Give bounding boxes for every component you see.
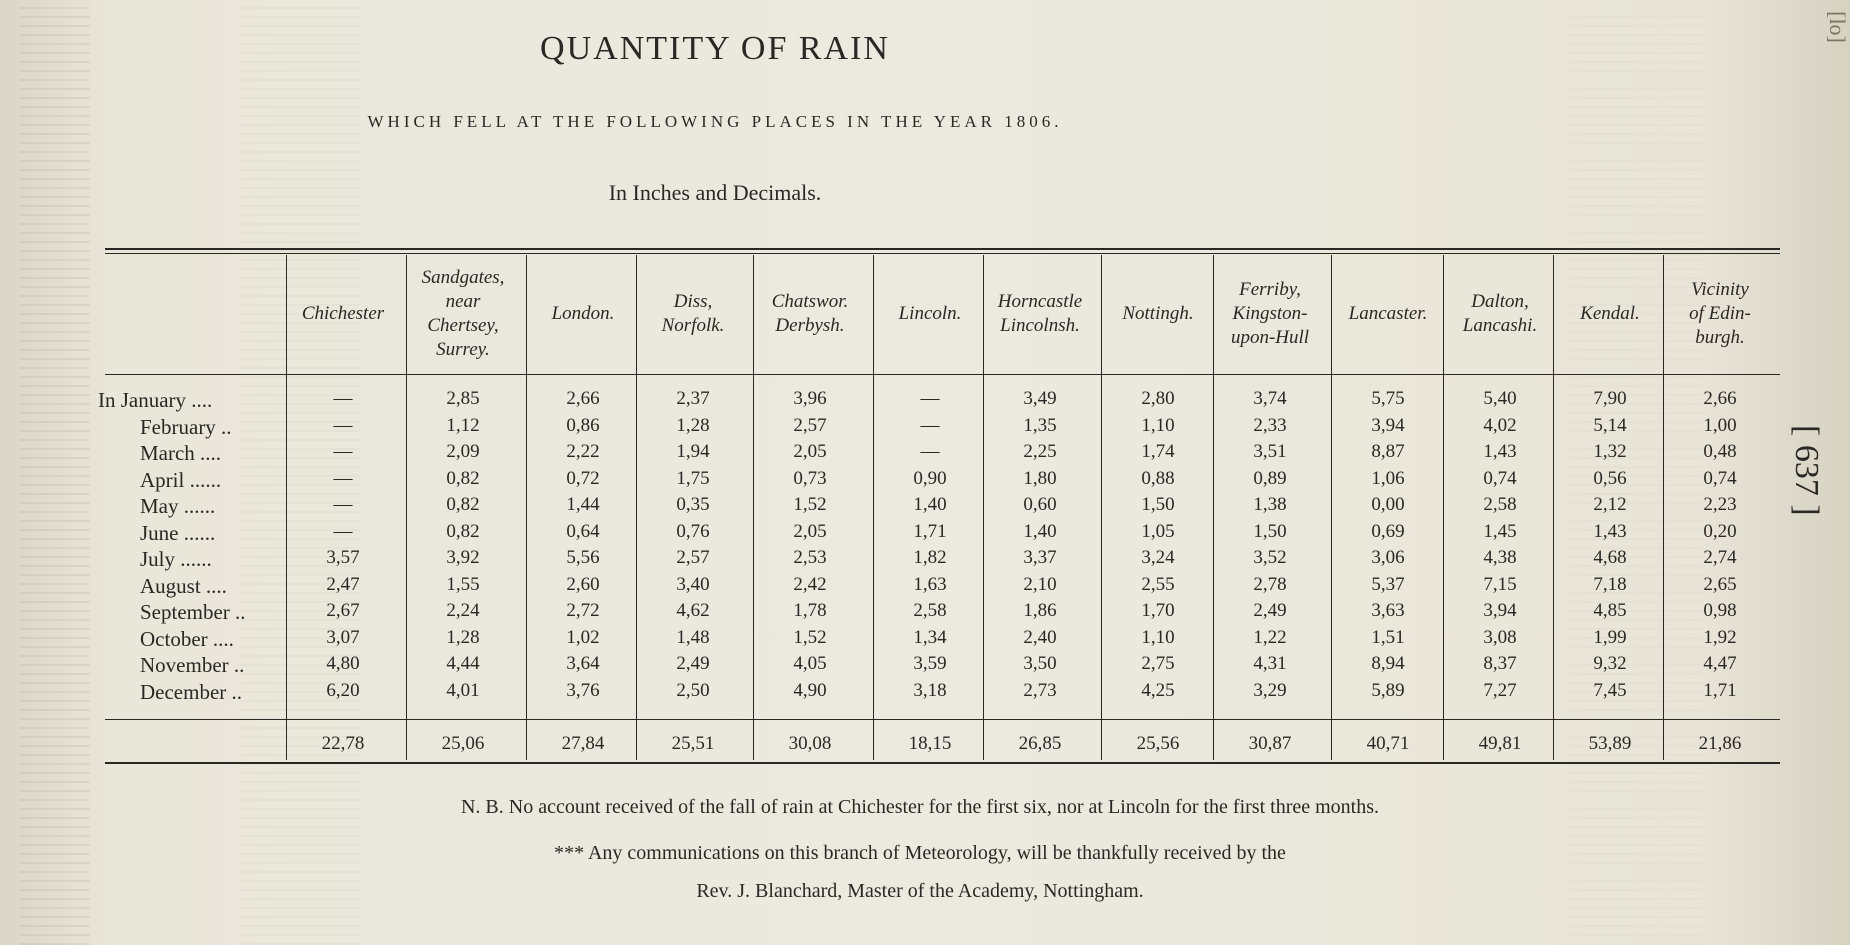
rainfall-value: 7,27 — [1483, 679, 1517, 701]
month-label: May ...... — [140, 494, 216, 518]
rainfall-value: 1,38 — [1253, 494, 1287, 515]
note-signature: Rev. J. Blanchard, Master of the Academy, Nottingham. — [696, 880, 1144, 902]
rainfall-value: 0,88 — [1141, 467, 1175, 489]
rainfall-value: 8,94 — [1371, 653, 1405, 674]
annual-total: 40,71 — [1366, 733, 1410, 754]
rainfall-value: 4,02 — [1483, 414, 1517, 436]
column-rule — [1663, 255, 1664, 760]
annual-total: 49,81 — [1478, 733, 1522, 754]
annual-total: 30,87 — [1248, 733, 1292, 754]
rainfall-value: 1,44 — [566, 494, 600, 515]
column-rule — [1553, 255, 1554, 760]
column-rule — [406, 255, 407, 760]
rainfall-value: 2,75 — [1141, 653, 1175, 674]
annual-total: 30,08 — [788, 733, 832, 754]
column-rule — [753, 255, 754, 760]
table-bottom-rule — [105, 762, 1780, 764]
rainfall-value: 0,89 — [1253, 467, 1287, 489]
rainfall-value: 3,08 — [1483, 626, 1517, 648]
rainfall-value: 3,49 — [1023, 388, 1057, 409]
column-header: Lincoln. — [898, 303, 962, 324]
rainfall-value: 4,05 — [793, 653, 827, 674]
rainfall-value: 0,72 — [566, 467, 600, 489]
rainfall-value: 1,43 — [1593, 520, 1627, 542]
rainfall-value: 2,09 — [446, 441, 480, 462]
month-label: July ...... — [140, 547, 212, 571]
rainfall-value: 0,35 — [676, 494, 710, 515]
rainfall-value: 1,55 — [446, 573, 480, 595]
rainfall-value: 4,38 — [1483, 547, 1517, 568]
rainfall-value: 1,52 — [793, 626, 827, 648]
column-rule — [1331, 255, 1332, 760]
rainfall-value: 1,28 — [446, 626, 480, 648]
rainfall-value: 2,73 — [1023, 679, 1057, 701]
rainfall-value: 2,57 — [793, 414, 827, 436]
rainfall-value: 1,02 — [566, 626, 600, 648]
rainfall-value: 0,74 — [1483, 467, 1517, 489]
column-rule — [1443, 255, 1444, 760]
rainfall-value: 3,29 — [1253, 679, 1287, 701]
column-header: Vicinity of Edin- burgh. — [1689, 279, 1751, 348]
rainfall-value: 2,37 — [676, 388, 710, 409]
rainfall-value: 2,33 — [1253, 414, 1287, 436]
month-label: December .. — [140, 679, 243, 704]
rainfall-value: 1,51 — [1371, 626, 1405, 648]
rainfall-value: 7,45 — [1593, 679, 1627, 701]
rainfall-value: 2,50 — [676, 679, 710, 701]
annual-total: 26,85 — [1018, 733, 1062, 754]
rainfall-value: — — [920, 441, 940, 462]
annual-total: 18,15 — [908, 733, 952, 754]
rainfall-value: 5,14 — [1593, 414, 1627, 436]
rainfall-value: 0,86 — [566, 414, 600, 436]
rainfall-value: 1,75 — [676, 467, 710, 489]
rainfall-value: — — [333, 520, 353, 542]
rainfall-value: 2,25 — [1023, 441, 1057, 462]
rainfall-value: 1,71 — [1703, 679, 1737, 701]
rainfall-value: 1,05 — [1141, 520, 1175, 542]
rainfall-value: 2,58 — [1483, 494, 1517, 515]
rainfall-value: 4,68 — [1593, 547, 1627, 568]
rainfall-value: 1,50 — [1141, 494, 1175, 515]
rainfall-value: 2,40 — [1023, 626, 1057, 648]
rainfall-value: 3,40 — [676, 573, 710, 595]
column-header: Horncastle Lincolnsh. — [997, 291, 1083, 336]
rainfall-value: 3,57 — [326, 547, 360, 568]
rainfall-value: 2,67 — [326, 600, 360, 621]
rainfall-value: — — [920, 414, 940, 436]
rainfall-value: 2,23 — [1703, 494, 1737, 515]
rainfall-value: 2,66 — [1703, 388, 1737, 409]
rainfall-value: 2,78 — [1253, 573, 1287, 595]
note-nb: N. B. No account received of the fall of rain at Chichester for the first six, nor at Lincoln for the first three months. — [460, 796, 1380, 818]
rainfall-value: 6,20 — [326, 679, 360, 701]
rainfall-value: 3,37 — [1023, 547, 1057, 568]
header-rule — [105, 374, 1780, 375]
rainfall-value: — — [333, 388, 353, 409]
column-rule — [1213, 255, 1214, 760]
rainfall-value: 3,59 — [913, 653, 947, 674]
rainfall-value: 2,49 — [676, 653, 710, 674]
rainfall-value: 1,80 — [1023, 467, 1057, 489]
rainfall-value: 1,12 — [446, 414, 480, 436]
column-header: Nottingh. — [1122, 303, 1194, 324]
page-number: [ 637 ] — [1788, 425, 1825, 516]
rainfall-value: 1,63 — [913, 573, 947, 595]
rainfall-value: 2,49 — [1253, 600, 1287, 621]
rainfall-value: 0,20 — [1703, 520, 1737, 542]
rainfall-value: 3,76 — [566, 679, 600, 701]
month-label: March .... — [140, 441, 222, 465]
rainfall-value: 9,32 — [1593, 653, 1627, 674]
rainfall-value: 0,98 — [1703, 600, 1737, 621]
annual-total: 27,84 — [561, 733, 605, 754]
page-subtitle: WHICH FELL AT THE FOLLOWING PLACES IN THE YEAR 1806. — [367, 112, 1063, 131]
month-label: February .. — [140, 414, 232, 439]
rainfall-value: 2,22 — [566, 441, 600, 462]
rainfall-value: 1,70 — [1141, 600, 1175, 621]
month-label: June ...... — [140, 520, 216, 545]
rainfall-value: 2,12 — [1593, 494, 1627, 515]
rainfall-value: 1,40 — [1023, 520, 1057, 542]
rainfall-value: 3,94 — [1371, 414, 1405, 436]
rainfall-value: 2,58 — [913, 600, 947, 621]
column-header: Lancaster. — [1348, 303, 1428, 324]
rainfall-value: 1,10 — [1141, 626, 1175, 648]
rainfall-value: 2,60 — [566, 573, 600, 595]
rainfall-value: 2,05 — [793, 520, 827, 542]
rainfall-value: 0,60 — [1023, 494, 1057, 515]
rainfall-value: 0,82 — [446, 467, 480, 489]
rainfall-value: 4,47 — [1703, 653, 1737, 674]
rainfall-value: 3,51 — [1253, 441, 1287, 462]
annual-total: 22,78 — [321, 733, 365, 754]
rainfall-value: 1,22 — [1253, 626, 1287, 648]
rainfall-value: 1,45 — [1483, 520, 1517, 542]
rainfall-value: 2,66 — [566, 388, 600, 409]
column-header: Diss, Norfolk. — [661, 291, 725, 336]
rainfall-value: 5,75 — [1371, 388, 1405, 409]
month-label: October .... — [140, 626, 234, 651]
rainfall-value: 3,92 — [446, 547, 480, 568]
rainfall-value: 1,78 — [793, 600, 827, 621]
rainfall-value: 8,37 — [1483, 653, 1517, 674]
rainfall-value: 3,24 — [1141, 547, 1175, 568]
rainfall-value: 4,01 — [446, 679, 480, 701]
column-rule — [873, 255, 874, 760]
annual-total: 25,51 — [671, 733, 715, 754]
rainfall-value: — — [333, 467, 353, 489]
column-header: London. — [551, 303, 615, 324]
rainfall-value: — — [333, 494, 353, 515]
rainfall-value: 0,74 — [1703, 467, 1737, 489]
rainfall-value: 1,34 — [913, 626, 947, 648]
rainfall-value: 3,50 — [1023, 653, 1057, 674]
rainfall-value: 2,80 — [1141, 388, 1175, 409]
rainfall-value: 0,82 — [446, 494, 480, 515]
rainfall-value: 8,87 — [1371, 441, 1405, 462]
rainfall-value: 1,48 — [676, 626, 710, 648]
rainfall-value: 3,64 — [566, 653, 600, 674]
rainfall-value: 1,00 — [1703, 414, 1737, 436]
rainfall-value: 2,74 — [1703, 547, 1737, 568]
rainfall-value: 4,44 — [446, 653, 480, 674]
annual-total: 25,56 — [1136, 733, 1180, 754]
column-header: Sandgates, near Chertsey, Surrey. — [421, 267, 505, 360]
rainfall-value: 1,92 — [1703, 626, 1737, 648]
rainfall-value: 0,76 — [676, 520, 710, 542]
rainfall-value: 1,32 — [1593, 441, 1627, 462]
annual-total: 21,86 — [1698, 733, 1742, 754]
month-label: August .... — [140, 573, 227, 598]
column-header: Ferriby, Kingston- upon-Hull — [1230, 279, 1310, 348]
rainfall-value: 1,10 — [1141, 414, 1175, 436]
rainfall-value: 1,99 — [1593, 626, 1627, 648]
rainfall-value: 2,85 — [446, 388, 480, 409]
rainfall-value: 4,31 — [1253, 653, 1287, 674]
rainfall-value: 1,40 — [913, 494, 947, 515]
rainfall-value: 7,18 — [1593, 573, 1627, 595]
rainfall-value: 1,43 — [1483, 441, 1517, 462]
totals-rule — [105, 719, 1780, 720]
rainfall-value: 3,94 — [1483, 600, 1517, 621]
rainfall-value: 3,18 — [913, 679, 947, 701]
table-top-rule-thin — [105, 253, 1780, 254]
column-rule — [636, 255, 637, 760]
rainfall-value: — — [333, 414, 353, 436]
rainfall-value: 2,53 — [793, 547, 827, 568]
rainfall-value: 3,07 — [326, 626, 360, 648]
units-caption: In Inches and Decimals. — [608, 180, 822, 205]
rainfall-value: — — [920, 388, 940, 409]
rainfall-value: 2,47 — [326, 573, 360, 595]
rainfall-value: 2,24 — [446, 600, 480, 621]
rainfall-value: 1,94 — [676, 441, 710, 462]
column-rule — [983, 255, 984, 760]
column-rule — [526, 255, 527, 760]
rainfall-value: 1,35 — [1023, 414, 1057, 436]
rainfall-value: 4,85 — [1593, 600, 1627, 621]
table-top-rule — [105, 248, 1780, 250]
rainfall-value: 5,40 — [1483, 388, 1517, 409]
month-label: In January .... — [98, 388, 213, 412]
column-rule — [1101, 255, 1102, 760]
rainfall-value: 2,57 — [676, 547, 710, 568]
rainfall-value: 2,65 — [1703, 573, 1737, 595]
rainfall-value: 3,52 — [1253, 547, 1287, 568]
rainfall-value: 1,52 — [793, 494, 827, 515]
column-rule — [286, 255, 287, 760]
rainfall-value: 5,89 — [1371, 679, 1405, 701]
rainfall-value: 1,50 — [1253, 520, 1287, 542]
rainfall-value: 2,55 — [1141, 573, 1175, 595]
rainfall-value: 0,56 — [1593, 467, 1627, 489]
column-header: Kendal. — [1580, 303, 1640, 324]
rainfall-value: 2,05 — [793, 441, 827, 462]
rainfall-value: 0,90 — [913, 467, 947, 489]
rainfall-value: 1,82 — [913, 547, 947, 568]
annual-total: 25,06 — [441, 733, 485, 754]
rainfall-value: 1,74 — [1141, 441, 1175, 462]
rainfall-value: 4,25 — [1141, 679, 1175, 701]
rainfall-value: 1,86 — [1023, 600, 1057, 621]
rainfall-value: 2,72 — [566, 600, 600, 621]
column-header: Dalton, Lancashi. — [1462, 291, 1538, 336]
rainfall-value: 2,42 — [793, 573, 827, 595]
rainfall-value: — — [333, 441, 353, 462]
rainfall-value: 5,37 — [1371, 573, 1405, 595]
month-label: April ...... — [140, 467, 222, 492]
edge-fragment: [lo] — [1825, 11, 1850, 43]
rainfall-value: 3,96 — [793, 388, 827, 409]
rainfall-value: 1,06 — [1371, 467, 1405, 489]
column-header: Chatswor. Derbysh. — [771, 291, 849, 336]
rainfall-value: 7,15 — [1483, 573, 1517, 595]
rainfall-value: 0,48 — [1703, 441, 1737, 462]
rainfall-value: 0,00 — [1371, 494, 1405, 515]
rainfall-value: 0,69 — [1371, 520, 1405, 542]
rainfall-value: 3,63 — [1371, 600, 1405, 621]
rainfall-value: 4,90 — [793, 679, 827, 701]
rainfall-value: 0,64 — [566, 520, 600, 542]
rainfall-value: 0,82 — [446, 520, 480, 542]
annual-total: 53,89 — [1588, 733, 1632, 754]
rainfall-value: 0,73 — [793, 467, 827, 489]
rainfall-value: 4,62 — [676, 600, 710, 621]
rainfall-value: 3,06 — [1371, 547, 1405, 568]
rainfall-value: 3,74 — [1253, 388, 1287, 409]
rainfall-value: 2,10 — [1023, 573, 1057, 595]
month-label: November .. — [140, 653, 245, 677]
rainfall-value: 1,28 — [676, 414, 710, 436]
rainfall-value: 5,56 — [566, 547, 600, 568]
rainfall-value: 4,80 — [326, 653, 360, 674]
rainfall-value: 7,90 — [1593, 388, 1627, 409]
column-header: Chichester — [301, 303, 385, 324]
rainfall-value: 1,71 — [913, 520, 947, 542]
note-communications: *** Any communications on this branch of Meteorology, will be thankfully received by the — [554, 842, 1286, 864]
page-title: QUANTITY OF RAIN — [540, 30, 890, 67]
month-label: September .. — [140, 600, 246, 624]
